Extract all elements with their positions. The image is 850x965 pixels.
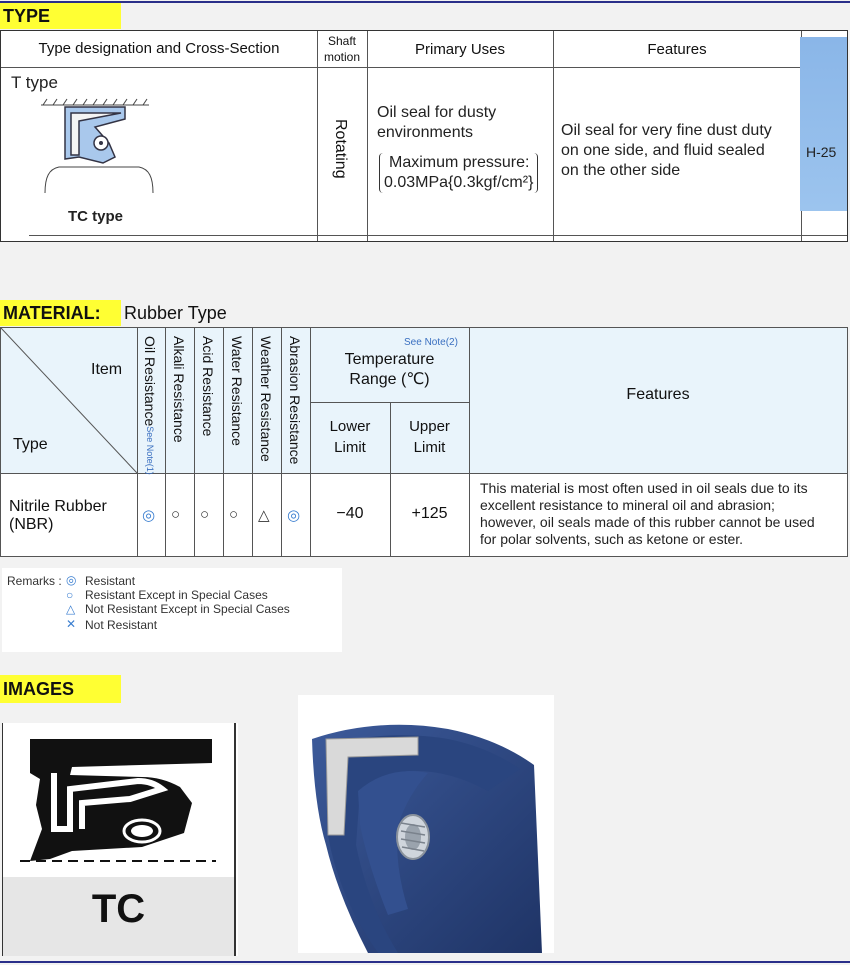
legend-symbol-resistant: ◎: [66, 573, 77, 587]
tc-seal-photo: [298, 695, 554, 953]
images-section-heading: IMAGES: [0, 675, 121, 703]
col-divider: [194, 328, 195, 556]
material-table: [0, 327, 848, 557]
features-line1: Oil seal for very fine dust duty: [561, 122, 772, 139]
temp-title-line1: Temperature: [344, 351, 435, 368]
upper-limit-header: [390, 416, 469, 458]
header-shaft-motion-line2: motion: [323, 50, 361, 64]
material-features-line2: excellent resistance to mineral oil and abrasion;: [480, 497, 775, 513]
header-divider: [1, 473, 847, 474]
col-divider: [165, 328, 166, 556]
header-features: Features: [647, 41, 707, 58]
primary-uses-line2: environments: [377, 124, 474, 141]
max-pressure-line2: 0.03MPa{0.3kgf/cm²}: [384, 174, 534, 191]
acid-rating: ○: [200, 506, 210, 523]
bottom-rule: [0, 961, 850, 963]
header-shaft-motion-line1: Shaft: [327, 34, 357, 48]
header-designation: Type designation and Cross-Section: [38, 40, 280, 57]
remarks-label: Remarks :: [7, 574, 62, 588]
legend-text-not-resistant: Not Resistant: [85, 618, 158, 632]
legend-text-except: Resistant Except in Special Cases: [85, 588, 268, 602]
material-name: [9, 498, 107, 534]
type-section-heading: TYPE: [0, 3, 121, 29]
abrasion-rating: ◎: [287, 507, 301, 524]
col-divider: [252, 328, 253, 556]
material-features-line1: This material is most often used in oil seals due to its: [480, 480, 808, 496]
col-divider: [469, 328, 470, 556]
temp-title-line2: Range (℃): [349, 371, 430, 388]
legend-symbol-except: ○: [66, 588, 74, 602]
col-divider: [553, 31, 554, 241]
legend-text-resistant: Resistant: [85, 574, 136, 588]
temp-note: See Note(2): [404, 337, 458, 348]
alkali-rating: ○: [171, 506, 181, 523]
header-shaft-motion: [317, 33, 367, 65]
material-features-line4: for polar solvents, such as ketone or ester.: [480, 531, 744, 547]
tc-profile-drawing: [12, 733, 222, 873]
col-weather-resistance: Weather Resistance: [258, 336, 274, 462]
material-subheading: Rubber Type: [124, 303, 227, 323]
col-oil-resistance: [142, 336, 158, 475]
temp-divider: [310, 402, 469, 403]
col-divider: [223, 328, 224, 556]
lower-line2: Limit: [334, 439, 366, 456]
material-section-heading: MATERIAL:: [0, 300, 121, 326]
upper-line1: Upper: [409, 418, 450, 435]
item-label: Item: [91, 361, 123, 378]
material-features-line3: however, oil seals made of this rubber cannot be used: [480, 514, 815, 530]
header-divider: [1, 67, 847, 68]
max-pressure-line1: Maximum pressure:: [389, 154, 530, 171]
row-bottom-line: [29, 235, 847, 236]
top-rule: [0, 1, 850, 3]
col-abrasion-resistance: Abrasion Resistance: [287, 336, 303, 465]
tc-cross-section-diagram: [39, 97, 159, 193]
col-divider: [367, 31, 368, 241]
type-table: [0, 30, 848, 242]
nitrile-code: H-25: [806, 144, 837, 160]
material-name-line1: Nitrile Rubber: [9, 498, 107, 515]
lower-limit-value: −40: [336, 505, 364, 522]
col-divider: [137, 328, 138, 556]
material-features-text: [480, 480, 815, 548]
legend-symbol-not-resistant: ✕: [66, 617, 77, 631]
oil-resistance-label: Oil Resistance: [142, 336, 158, 427]
col-alkali-resistance: Alkali Resistance: [171, 336, 187, 443]
weather-rating: △: [258, 507, 270, 524]
upper-line2: Limit: [413, 439, 446, 456]
type-designation-label: TC type: [68, 208, 124, 225]
col-divider: [281, 328, 282, 556]
legend-text-not-except: Not Resistant Except in Special Cases: [85, 602, 290, 616]
features-line3: on the other side: [561, 162, 681, 179]
shaft-motion-value: Rotating: [332, 119, 349, 179]
col-acid-resistance: Acid Resistance: [200, 336, 216, 437]
lower-limit-header: [310, 416, 390, 458]
remarks-legend: [2, 568, 342, 652]
type-label: Type: [13, 436, 48, 453]
tc-profile-image: [2, 723, 238, 956]
tc-caption: TC: [91, 887, 146, 931]
features-line2: on one side, and fluid sealed: [561, 142, 765, 159]
seal-3d-illustration: [298, 695, 554, 953]
water-rating: ○: [229, 506, 239, 523]
nitrile-column-band: [800, 37, 847, 211]
series-label: T type: [11, 73, 58, 92]
lower-line1: Lower: [329, 418, 371, 435]
max-pressure-note: [379, 153, 538, 193]
oil-rating: ◎: [142, 507, 156, 524]
temp-range-header: [310, 350, 469, 390]
primary-uses-line1: Oil seal for dusty: [377, 104, 497, 121]
col-water-resistance: Water Resistance: [229, 336, 245, 446]
oil-note: See Note(1): [145, 426, 155, 475]
material-features-header: Features: [626, 386, 690, 403]
material-name-line2: (NBR): [9, 516, 54, 533]
upper-limit-value: +125: [411, 505, 448, 522]
legend-symbol-not-except: △: [66, 602, 76, 616]
header-primary-uses: Primary Uses: [414, 41, 505, 58]
